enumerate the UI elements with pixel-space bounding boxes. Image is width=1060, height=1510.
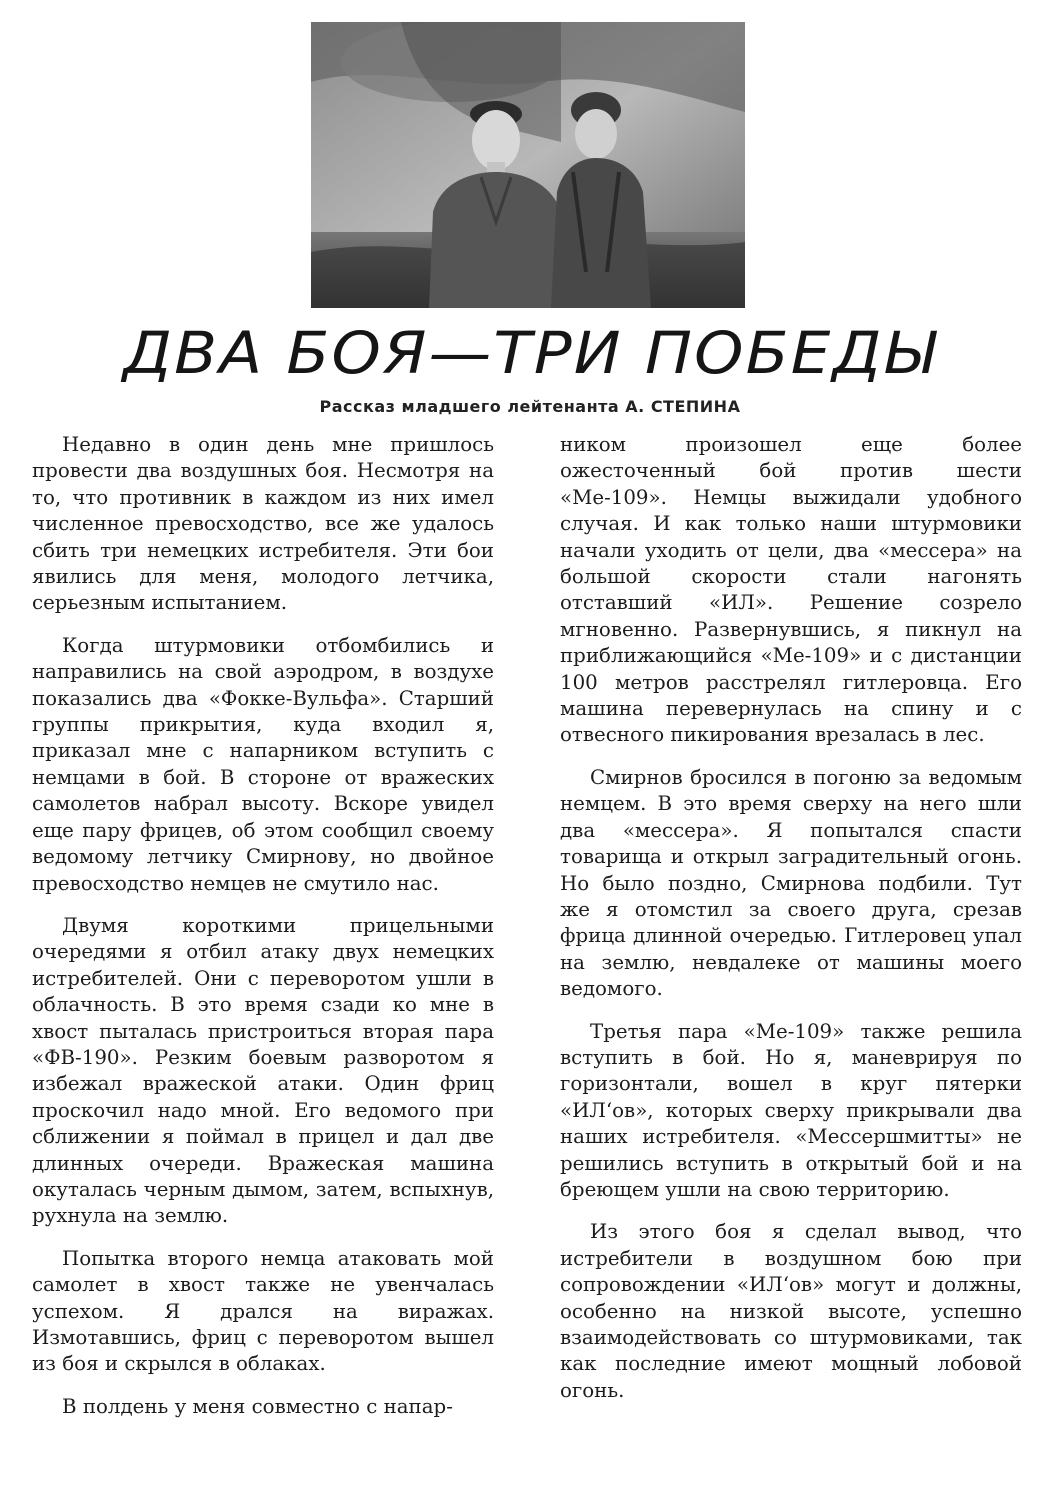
article-headline: ДВА БОЯ—ТРИ ПОБЕДЫ <box>123 319 937 387</box>
article-paragraph: Двумя короткими прицельными очередями я отбил атаку двух немецких истребителей. Они с переворотом ушли в облачность. В это время сзади ко мне в хвост пыталась пристроиться вторая пара «ФВ-190». Резким боевым разворотом я избежал вражеской атаки. Один фриц проскочил надо мной. Его ведомого при сближении я поймал в прицел и дал две длинных очереди. Вражеская машина окуталась черным дымом, затем, вспыхнув, рухнула на землю. <box>32 913 494 1228</box>
article-paragraph: ником произошел еще более ожесточенный бой против шести «Ме-109». Немцы выжидали удобного случая. И как только наши штурмовики начали уходить от цели, два «мессера» на большой скорости стали нагонять отставший «ИЛ». Решение созрело мгновенно. Развернувшись, я пикнул на приближающийся «Ме-109» и с дистанции 100 метров расстрелял гитлеровца. Его машина перевернулась на спину и с отвесного пикирования врезалась в лес. <box>560 433 1022 747</box>
article-byline: Рассказ младшего лейтенанта А. СТЕПИНА <box>319 397 741 416</box>
article-paragraph: Из этого боя я сделал вывод, что истребители в воздушном бою при сопровождении «ИЛ‘ов» могут и должны, особенно на низкой высоте, успешно взаимодействовать со штурмовиками, так как последние имеют мощный лобовой огонь. <box>560 1220 1022 1402</box>
article-paragraph: Недавно в один день мне пришлось провести два воздушных боя. Несмотря на то, что противник в каждом из них имел численное превосходство, все же удалось сбить три немецких истребителя. Эти бои явились для меня, молодого летчика, серьезным испытанием. <box>32 433 494 615</box>
article-photo <box>311 22 745 308</box>
article-right-column <box>560 432 1022 1420</box>
article-paragraph: Когда штурмовики отбомбились и направились на свой аэродром, в воздухе показались два «Фокке-Вульфа». Старший группы прикрытия, куда входил я, приказал мне с напарником вступить с немцами в бой. В стороне от вражеских самолетов набрал высоту. Вскоре увидел еще пару фрицев, об этом сообщил своему ведомому летчику Смирнову, но двойное превосходство немцев не смутило нас. <box>32 633 494 895</box>
article-paragraph: В полдень у меня совместно с напар- <box>62 1394 453 1418</box>
airmen-photo-illustration <box>311 22 745 308</box>
article-paragraph: Попытка второго немца атаковать мой самолет в хвост также не увенчалась успехом. Я дрался на виражах. Измотавшись, фриц с переворотом вышел из боя и скрылся в облаках. <box>32 1246 494 1376</box>
article-left-column <box>32 432 494 1436</box>
article-paragraph: Смирнов бросился в погоню за ведомым немцем. В это время сверху на него шли два «мессера». Я попытался спасти товарища и открыл заградительный огонь. Но было поздно, Смирнова подбили. Тут же я отомстил за своего друга, срезав фрица длинной очередью. Гитлеровец упал на землю, невдалеке от машины моего ведомого. <box>560 765 1022 1001</box>
article-paragraph: Третья пара «Ме-109» также решила вступить в бой. Но я, маневрируя по горизонтали, вошел в круг пятерки «ИЛ‘ов», которых сверху прикрывали два наших истребителя. «Мессершмитты» не решились вступить в открытый бой и на бреющем ушли на свою территорию. <box>560 1019 1022 1201</box>
